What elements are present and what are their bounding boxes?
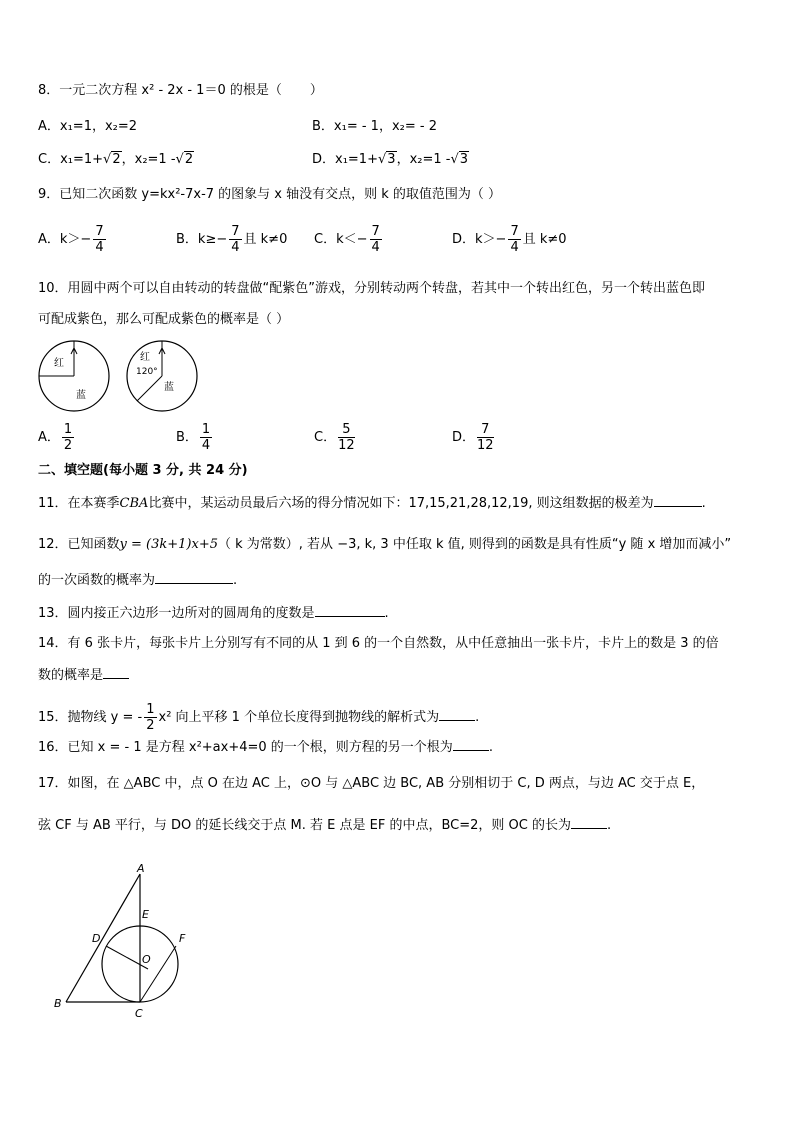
- sqrt-symbol: √3: [450, 152, 469, 167]
- q16-end: .: [488, 740, 493, 755]
- fraction-numerator: 7: [231, 224, 240, 239]
- q9-a-prefix: A．k＞−: [38, 232, 92, 247]
- fraction-numerator: 7: [510, 224, 519, 239]
- q8-stem-prefix: 8．一元二次方程 x² - 2x - 1＝0 的根是（: [38, 83, 282, 98]
- q9-option-b: [176, 224, 287, 255]
- q13-end: .: [384, 606, 389, 621]
- answer-blank[interactable]: [654, 494, 702, 507]
- spinner2-blue-label: 蓝: [164, 382, 174, 393]
- spinner2-red-label: 红: [140, 352, 150, 363]
- q16: [38, 738, 493, 757]
- q11-prefix: 11．在本赛季: [38, 496, 120, 511]
- answer-blank[interactable]: [439, 708, 475, 721]
- q17-line2-text: 弦 CF 与 AB 平行，与 DO 的延长线交于点 M. 若 E 点是 EF 的中点，BC=2，则 OC 的长为: [38, 818, 571, 833]
- label-d: D: [92, 932, 101, 945]
- fraction-denominator: 4: [231, 240, 240, 255]
- q8-c-radicand2: 2: [184, 152, 194, 167]
- q17-end: .: [606, 818, 612, 833]
- sqrt-symbol: √2: [103, 152, 121, 167]
- fraction-denominator: 12: [338, 438, 355, 453]
- fraction-denominator: 2: [146, 718, 155, 733]
- q15-suffix: x² 向上平移 1 个单位长度得到抛物线的解析式为: [158, 710, 440, 725]
- fraction: [144, 702, 156, 733]
- spinner1-red-label: 红: [54, 358, 64, 369]
- fraction-denominator: 2: [63, 438, 73, 453]
- q17-line2: [38, 816, 611, 835]
- spinner-1: [39, 341, 109, 411]
- sqrt-symbol: √3: [377, 152, 396, 167]
- q9-d-prefix: D．k＞−: [452, 232, 507, 247]
- q13: [38, 604, 389, 623]
- fraction: [508, 224, 520, 255]
- answer-blank[interactable]: [103, 666, 129, 679]
- spinner2-angle-label: 120°: [136, 367, 158, 377]
- fraction-denominator: 12: [477, 438, 494, 453]
- fraction-denominator: 4: [371, 240, 380, 255]
- q8-option-c-mid: ，x₂=1 -: [121, 152, 176, 167]
- q12-function: y = (3k+1)x+5: [119, 537, 218, 552]
- fraction-numerator: 7: [477, 422, 494, 438]
- q15-end: .: [475, 710, 480, 725]
- fraction-denominator: 4: [201, 438, 211, 453]
- q9-d-suffix: 且 k≠0: [522, 232, 567, 247]
- label-b: B: [54, 997, 62, 1010]
- q9-b-prefix: B．k≥−: [176, 232, 228, 247]
- q12-line2-text: 的一次函数的概率为: [38, 573, 156, 588]
- q10-option-b: [176, 422, 214, 453]
- q15-prefix: 15．抛物线 y = -: [38, 710, 143, 725]
- q13-text: 13．圆内接正六边形一边所对的圆周角的度数是: [38, 606, 315, 621]
- q11: [38, 494, 706, 513]
- q16-text: 16．已知 x = - 1 是方程 x²+ax+4=0 的一个根，则方程的另一个根为: [38, 740, 453, 755]
- label-a: A: [137, 862, 145, 875]
- fraction-numerator: 7: [95, 224, 104, 239]
- q10-b-prefix: B．: [176, 430, 198, 445]
- q9-stem: 9．已知二次函数 y=kx²-7x-7 的图象与 x 轴没有交点，则 k 的取值范围为（ ）: [38, 187, 502, 202]
- q8-c-radicand1: 2: [112, 152, 121, 167]
- answer-blank[interactable]: [155, 571, 233, 584]
- q10-option-d: [452, 422, 496, 453]
- fraction-numerator: 5: [338, 422, 355, 438]
- fraction-numerator: 1: [63, 422, 73, 437]
- q14-line2: [38, 666, 129, 685]
- sqrt-symbol: √2: [175, 152, 194, 167]
- spinner1-blue-label: 蓝: [76, 390, 86, 401]
- fraction: [477, 422, 494, 453]
- q10-a-prefix: A．: [38, 430, 60, 445]
- fraction-numerator: 1: [146, 702, 155, 717]
- q10-option-c: [314, 422, 357, 453]
- q8-option-d-prefix: D．x₁=1+: [312, 152, 378, 167]
- q14-line1: 14．有 6 张卡片，每张卡片上分别写有不同的从 1 到 6 的一个自然数，从中任意抽出一张卡片，卡片上的数是 3 的倍: [38, 636, 719, 651]
- q12-prefix: 12．已知函数: [38, 537, 120, 552]
- q10-stem-line1: 10．用圆中两个可以自由转动的转盘做“配紫色”游戏，分别转动两个转盘，若其中一个转出红色，另一个转出蓝色即: [38, 281, 706, 296]
- q9-b-suffix: 且 k≠0: [243, 232, 288, 247]
- q11-cba: CBA: [119, 496, 149, 511]
- spinner-figure: [36, 338, 206, 416]
- fraction: [93, 224, 105, 255]
- q11-suffix: 比赛中，某运动员最后六场的得分情况如下：17,15,21,28,12,19, 则这组数据的极差为: [148, 496, 654, 511]
- q10-stem-line2: 可配成紫色，那么可配成紫色的概率是（ ）: [38, 312, 290, 327]
- q9-option-c: [314, 224, 384, 255]
- q14-line2-text: 数的概率是: [38, 668, 104, 683]
- q12-line2: [38, 571, 237, 590]
- q15: [38, 702, 479, 733]
- q10-d-prefix: D．: [452, 430, 476, 445]
- fraction-denominator: 4: [95, 240, 104, 255]
- fraction: [62, 422, 74, 453]
- q8-option-d-mid: ，x₂=1 -: [396, 152, 451, 167]
- geometry-figure: [48, 862, 198, 1022]
- answer-blank[interactable]: [571, 816, 607, 829]
- label-c: C: [135, 1007, 143, 1020]
- q9-option-a: [38, 224, 108, 255]
- section-title: 二、填空题(每小题 3 分, 共 24 分): [38, 463, 248, 478]
- segment-ab: [66, 874, 140, 1002]
- q17-line1: 17．如图，在 △ABC 中，点 O 在边 AC 上，⊙O 与 △ABC 边 BC, AB 分别相切于 C, D 两点，与边 AC 交于点 E，: [38, 776, 705, 791]
- q10-c-prefix: C．: [314, 430, 337, 445]
- fraction: [200, 422, 212, 453]
- spinner-2: [127, 341, 197, 411]
- q8-option-a: A．x₁=1，x₂=2: [38, 119, 138, 134]
- q8-stem-suffix: ）: [309, 83, 323, 98]
- fraction: [229, 224, 241, 255]
- label-o: O: [142, 953, 151, 966]
- fraction-numerator: 7: [371, 224, 380, 239]
- q12-condition: （ k 为常数）, 若从 −3, k, 3 中任取 k 值, 则得到的函数是具有性质“y 随 x 增加而减小”: [218, 537, 732, 552]
- answer-blank[interactable]: [315, 604, 385, 617]
- label-f: F: [179, 932, 186, 945]
- fraction-numerator: 1: [201, 422, 211, 437]
- q12-line1: [38, 536, 731, 554]
- q8-option-d: [312, 148, 469, 167]
- q8-stem: [38, 82, 323, 100]
- q8-option-c-prefix: C．x₁=1+: [38, 152, 104, 167]
- q8-d-radicand2: 3: [459, 152, 469, 167]
- q8-option-b: B．x₁= - 1，x₂= - 2: [312, 119, 437, 134]
- q12-end: .: [233, 573, 238, 588]
- fraction: [338, 422, 355, 453]
- label-e: E: [142, 908, 149, 921]
- q8-d-radicand1: 3: [387, 152, 396, 167]
- answer-blank[interactable]: [453, 738, 489, 751]
- q9-option-d: [452, 224, 567, 255]
- q9-c-prefix: C．k＜−: [314, 232, 368, 247]
- q8-option-c: [38, 148, 194, 167]
- q10-option-a: [38, 422, 76, 453]
- fraction-denominator: 4: [510, 240, 519, 255]
- fraction: [370, 224, 382, 255]
- q11-end: .: [701, 496, 706, 511]
